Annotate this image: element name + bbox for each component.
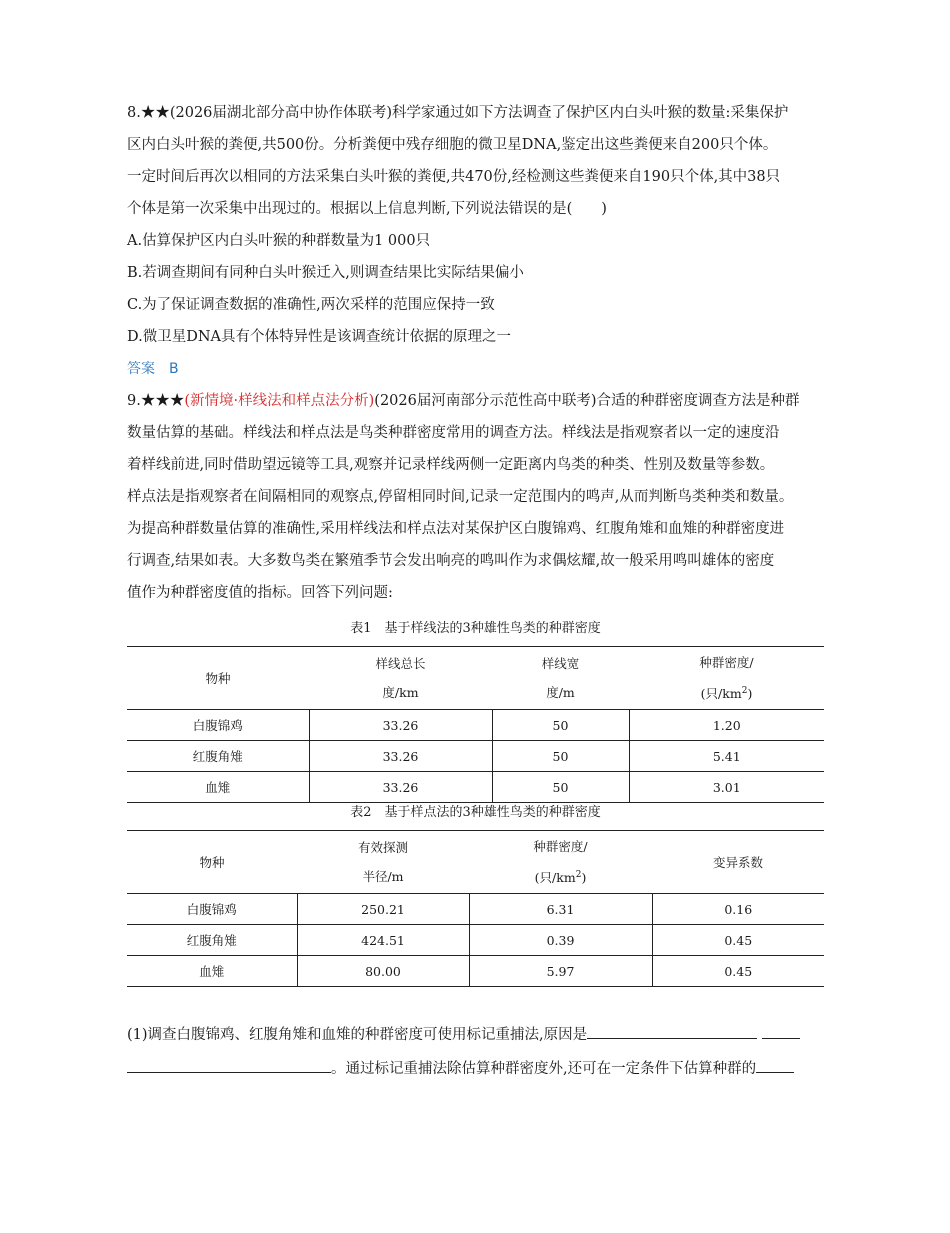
table-cell: 红腹角雉 bbox=[127, 925, 297, 956]
table1-header-cell: 物种 bbox=[127, 647, 309, 710]
q9-tag: (新情境·样线法和样点法分析) bbox=[184, 393, 375, 409]
q8-line: 个体是第一次采集中出现过的。根据以上信息判断,下列说法错误的是( ) bbox=[127, 201, 607, 217]
table-cell: 0.16 bbox=[652, 894, 824, 925]
table-cell: 50 bbox=[492, 710, 629, 741]
q8-option-a: A.估算保护区内白头叶猴的种群数量为1 000只 bbox=[127, 233, 431, 249]
table-cell: 3.01 bbox=[629, 772, 824, 803]
table-row bbox=[127, 894, 824, 925]
q9-number: 9.★★★ bbox=[127, 393, 185, 409]
question-9-part-1 bbox=[127, 1018, 827, 1086]
table1-header-cell: 样线宽 度/m bbox=[492, 647, 629, 710]
table2-header bbox=[127, 831, 824, 894]
answer-blank[interactable] bbox=[756, 1056, 794, 1073]
table-cell: 血雉 bbox=[127, 956, 297, 987]
table2-caption: 表2 基于样点法的3种雄性鸟类的种群密度 bbox=[350, 805, 601, 820]
q9-1-line: 。通过标记重捕法除估算种群密度外,还可在一定条件下估算种群的 bbox=[127, 1052, 827, 1086]
q8-line: 8.★★(2026届湖北部分高中协作体联考)科学家通过如下方法调查了保护区内白头叶猴的数量:采集保护 bbox=[127, 105, 789, 121]
q9-line: 样点法是指观察者在间隔相同的观察点,停留相同时间,记录一定范围内的鸣声,从而判断鸟类种类和数量。 bbox=[127, 489, 794, 505]
answer-label: 答案 bbox=[127, 361, 155, 377]
answer-blank[interactable] bbox=[587, 1022, 757, 1039]
q9-line bbox=[127, 385, 827, 417]
table-cell: 5.97 bbox=[469, 956, 652, 987]
table-row bbox=[127, 772, 824, 803]
table-cell: 5.41 bbox=[629, 741, 824, 772]
q8-option-d: D.微卫星DNA具有个体特异性是该调查统计依据的原理之一 bbox=[127, 329, 512, 345]
table2-header-cell: 有效探测 半径/m bbox=[297, 831, 469, 894]
table-cell: 白腹锦鸡 bbox=[127, 710, 309, 741]
table-cell: 1.20 bbox=[629, 710, 824, 741]
q8-line: 区内白头叶猴的粪便,共500份。分析粪便中残存细胞的微卫星DNA,鉴定出这些粪便来自200只个体。 bbox=[127, 137, 778, 153]
table-cell: 250.21 bbox=[297, 894, 469, 925]
table-cell: 33.26 bbox=[309, 741, 492, 772]
table-cell: 白腹锦鸡 bbox=[127, 894, 297, 925]
q8-line: 一定时间后再次以相同的方法采集白头叶猴的粪便,共470份,经检测这些粪便来自190只个体,其中38只 bbox=[127, 169, 781, 185]
q8-option-c: C.为了保证调查数据的准确性,两次采样的范围应保持一致 bbox=[127, 297, 495, 313]
table-row bbox=[127, 956, 824, 987]
table1-caption: 表1 基于样线法的3种雄性鸟类的种群密度 bbox=[350, 621, 601, 636]
table-cell: 6.31 bbox=[469, 894, 652, 925]
question-9 bbox=[127, 385, 827, 609]
table-cell: 80.00 bbox=[297, 956, 469, 987]
table2-header-cell: 物种 bbox=[127, 831, 297, 894]
answer-value: B bbox=[169, 361, 179, 377]
table-cell: 红腹角雉 bbox=[127, 741, 309, 772]
table-cell: 50 bbox=[492, 772, 629, 803]
answer-blank[interactable] bbox=[762, 1022, 800, 1039]
table-cell: 33.26 bbox=[309, 710, 492, 741]
table2 bbox=[127, 830, 824, 987]
table-row bbox=[127, 925, 824, 956]
table1-header-cell: 样线总长 度/km bbox=[309, 647, 492, 710]
table-row bbox=[127, 741, 824, 772]
answer bbox=[127, 353, 827, 385]
table2-header-cell: 种群密度/ (只$/km^2$) bbox=[469, 831, 652, 894]
table-cell: 33.26 bbox=[309, 772, 492, 803]
q8-option-b: B.若调查期间有同种白头叶猴迁入,则调查结果比实际结果偏小 bbox=[127, 265, 524, 281]
table1-header bbox=[127, 647, 824, 710]
q9-line: 行调查,结果如表。大多数鸟类在繁殖季节会发出响亮的鸣叫作为求偶炫耀,故一般采用鸣叫雄体的密度 bbox=[127, 553, 775, 569]
table1 bbox=[127, 646, 824, 803]
table-cell: 0.45 bbox=[652, 956, 824, 987]
question-8 bbox=[127, 97, 827, 353]
table-row bbox=[127, 710, 824, 741]
q9-line: 值作为种群密度值的指标。回答下列问题: bbox=[127, 585, 393, 601]
q9-1-line: (1)调查白腹锦鸡、红腹角雉和血雉的种群密度可使用标记重捕法,原因是 bbox=[127, 1018, 827, 1052]
table-cell: 424.51 bbox=[297, 925, 469, 956]
q9-line: 为提高种群数量估算的准确性,采用样线法和样点法对某保护区白腹锦鸡、红腹角雉和血雉的种群密度进 bbox=[127, 521, 785, 537]
table-cell: 0.39 bbox=[469, 925, 652, 956]
answer-blank[interactable] bbox=[127, 1056, 331, 1073]
q9-first-line: (2026届河南部分示范性高中联考)合适的种群密度调查方法是种群 bbox=[374, 393, 800, 409]
table2-header-cell: 变异系数 bbox=[652, 831, 824, 894]
table-cell: 50 bbox=[492, 741, 629, 772]
table-cell: 血雉 bbox=[127, 772, 309, 803]
table-cell: 0.45 bbox=[652, 925, 824, 956]
q9-line: 着样线前进,同时借助望远镜等工具,观察并记录样线两侧一定距离内鸟类的种类、性别及数量等参数。 bbox=[127, 457, 775, 473]
table1-header-cell: 种群密度/ (只$/km^2$) bbox=[629, 647, 824, 710]
q9-line: 数量估算的基础。样线法和样点法是鸟类种群密度常用的调查方法。样线法是指观察者以一定的速度沿 bbox=[127, 425, 780, 441]
